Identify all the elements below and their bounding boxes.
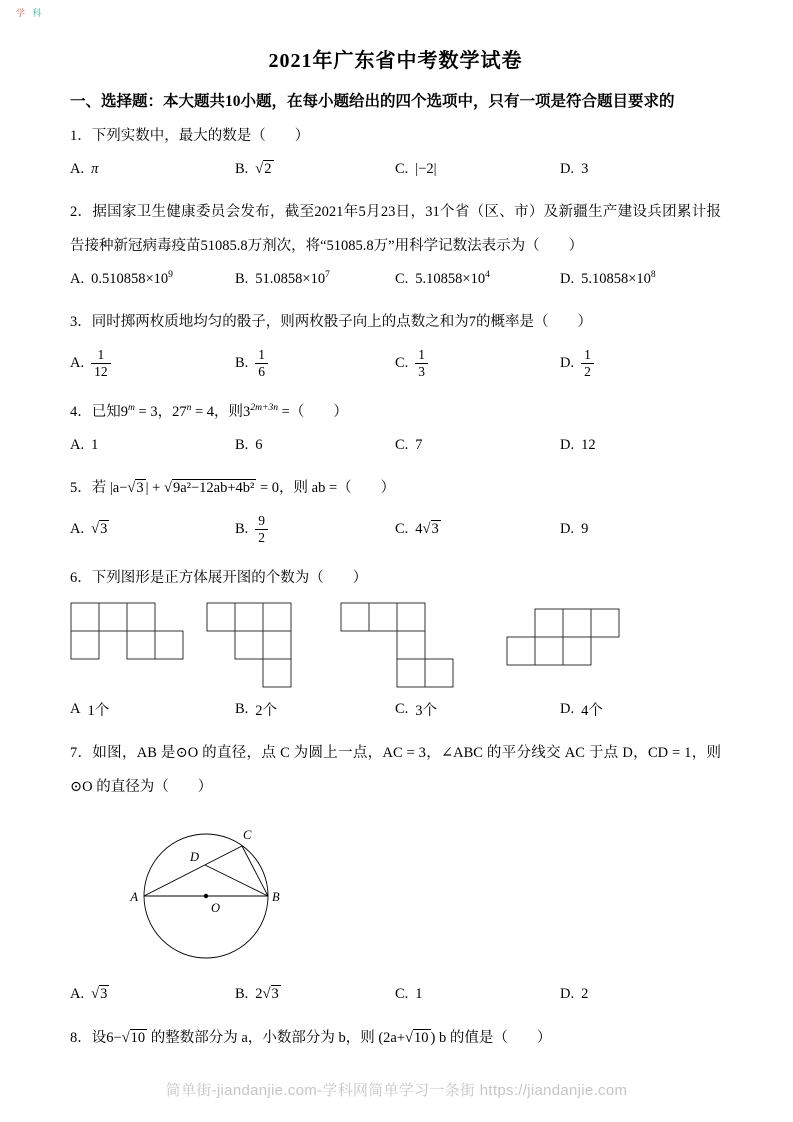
option-b (235, 699, 395, 720)
option-a (70, 161, 235, 178)
question-5-options (70, 511, 721, 547)
option-value: 6 (255, 436, 263, 453)
question-3-stem: 3．同时掷两枚质地均匀的骰子，则两枚骰子向上的点数之和为7的概率是（ ） (70, 314, 592, 331)
option-d (560, 986, 721, 1003)
option-label: B. (235, 986, 249, 1003)
option-d (560, 699, 721, 720)
fraction: $\frac{1}{12}$ (91, 347, 111, 379)
option-value: |−2| (415, 160, 437, 177)
option-d (560, 437, 721, 454)
option-a (70, 437, 235, 454)
center-dot (204, 893, 208, 897)
option-c (395, 521, 560, 538)
option-value: 2 (581, 986, 589, 1003)
option-value: $0.510858\times 10^9$ (91, 268, 173, 287)
watermark-mark-2: 科 (32, 8, 42, 18)
watermark-mark-1: 学 (16, 8, 26, 18)
option-label: A. (70, 436, 85, 453)
option-value: 1 (91, 436, 99, 453)
option-a (70, 268, 235, 288)
option-label: D. (560, 160, 575, 177)
option-value: 4 √ 3 (415, 521, 440, 538)
point-label-a: A (130, 889, 138, 904)
point-label-o: O (211, 900, 221, 915)
bisector-bd (205, 865, 268, 896)
sqrt-expression: √ 10 (405, 1029, 430, 1046)
option-c (395, 345, 560, 381)
question-3-options (70, 345, 721, 381)
cube-net-figure-4 (506, 608, 620, 666)
option-a (70, 345, 235, 381)
option-label: C. (395, 270, 409, 287)
option-label: D. (560, 520, 575, 537)
option-label: A (70, 701, 81, 717)
question-2 (70, 195, 721, 293)
page-footer: 简单街-jiandanjie.com-学科网简单学习一条街 https://jiandanjie.com (165, 1082, 628, 1099)
page-title: 2021年广东省中考数学试卷 (268, 50, 523, 72)
option-label: D. (560, 436, 575, 453)
sqrt-expression: √ 3 (127, 479, 145, 496)
option-label: B. (235, 354, 249, 371)
option-b (235, 161, 395, 178)
watermark-marks (16, 6, 42, 19)
option-d (560, 521, 721, 538)
option-a (70, 699, 235, 720)
circle-figure-wrap (96, 812, 721, 975)
sqrt-expression: √ 2 (255, 161, 273, 178)
option-b (235, 345, 395, 381)
option-a (70, 986, 235, 1003)
option-d (560, 268, 721, 288)
option-value: $5.10858\times 10^4$ (415, 268, 490, 287)
option-d (560, 161, 721, 178)
question-2-options (70, 265, 721, 293)
option-label: A. (70, 986, 85, 1003)
option-a (70, 521, 235, 538)
option-b (235, 268, 395, 288)
cube-net-figure-2 (206, 602, 292, 688)
question-7 (70, 736, 721, 1009)
option-label: A. (70, 354, 85, 371)
question-4 (70, 395, 721, 459)
section-header: 一、选择题：本大题共10小题，在每小题给出的四个选项中，只有一项是符合题目要求的 (70, 93, 675, 110)
question-8-stem: 8．设6− √ 10 的整数部分为 a，小数部分为 b，则 (2a+ √ 10 ) b 的值是（ ） (70, 1021, 721, 1055)
sqrt-expression: √ 10 (122, 1029, 147, 1046)
option-label: D. (560, 701, 575, 717)
option-label: B. (235, 270, 249, 287)
option-value: 2 √ 3 (255, 986, 280, 1003)
option-value: 4个 (581, 703, 603, 719)
option-c (395, 437, 560, 454)
option-value: 1个 (87, 703, 110, 719)
option-label: B. (235, 160, 249, 177)
sqrt-expression: √ 9a²−12ab+4b² (164, 479, 256, 496)
question-4-options (70, 431, 721, 459)
question-6-stem: 6．下列图形是正方体展开图的个数为（ ） (70, 570, 368, 587)
sqrt-expression: √ 3 (91, 521, 109, 538)
option-value: 9 (581, 520, 589, 537)
question-5 (70, 471, 721, 547)
option-value: 3 (581, 160, 589, 177)
option-value: 12 (581, 436, 596, 453)
point-label-b: B (272, 889, 280, 904)
question-4-stem: 4．已知$9^m = 3$，$27^n = 4$，则$3^{2m+3n}$ =（ ） (70, 402, 348, 421)
cube-net-figure-3 (340, 602, 454, 688)
option-label: C. (395, 986, 409, 1003)
option-label: C. (395, 354, 409, 371)
option-value: $51.0858\times 10^7$ (255, 268, 330, 287)
option-value: 3个 (415, 703, 438, 719)
option-value: 1 (415, 986, 423, 1003)
option-label: C. (395, 436, 409, 453)
option-label: D. (560, 270, 575, 287)
cube-net-figures (70, 602, 721, 688)
option-label: D. (560, 354, 575, 371)
chord-cb (242, 846, 268, 896)
question-6 (70, 561, 721, 723)
option-value: 2个 (255, 703, 278, 719)
option-label: A. (70, 520, 85, 537)
option-d (560, 345, 721, 381)
question-3 (70, 305, 721, 381)
option-label: A. (70, 270, 85, 287)
question-7-options (70, 981, 721, 1009)
option-label: B. (235, 520, 249, 537)
sqrt-expression: √ 3 (91, 986, 109, 1003)
option-c (395, 986, 560, 1003)
option-label: B. (235, 701, 249, 717)
question-2-stem: 2．据国家卫生健康委员会发布，截至2021年5月23日，31个省（区、市）及新疆生产建设兵团累计报告接种新冠病毒疫苗51085.8万剂次，将“51085.8万”用科学记数法表示为（ ） (70, 204, 721, 255)
option-label: D. (560, 986, 575, 1003)
question-5-stem: 5．若 |a− √ 3 | + √ 9a²−12ab+4b² = 0，则 ab =（ ） (70, 471, 721, 505)
option-label: C. (395, 160, 409, 177)
circle-figure (96, 812, 346, 970)
option-b (235, 511, 395, 547)
option-c (395, 699, 560, 720)
option-label: B. (235, 436, 249, 453)
point-label-d: D (189, 849, 199, 864)
question-1 (70, 119, 721, 183)
option-value: 7 (415, 436, 423, 453)
option-value: $5.10858\times 10^8$ (581, 268, 656, 287)
option-b (235, 986, 395, 1003)
option-c (395, 161, 560, 178)
fraction: $\frac{1}{3}$ (415, 347, 428, 379)
option-b (235, 437, 395, 454)
fraction: $\frac{1}{6}$ (255, 347, 268, 379)
question-8 (70, 1021, 721, 1055)
question-1-options (70, 155, 721, 183)
cube-net-figure-1 (70, 602, 184, 660)
question-6-options (70, 696, 721, 724)
option-label: C. (395, 520, 409, 537)
fraction: $\frac{1}{2}$ (581, 347, 594, 379)
question-1-stem: 1．下列实数中，最大的数是（ ） (70, 128, 310, 144)
point-label-c: C (243, 827, 252, 842)
question-7-stem: 7．如图，AB 是⊙O 的直径，点 C 为圆上一点，AC = 3，∠ABC 的平分线交 AC 于点 D，CD = 1，则⊙O 的直径为（ ） (70, 744, 721, 795)
option-label: C. (395, 701, 409, 717)
option-value: π (91, 160, 99, 177)
fraction: $\frac{9}{2}$ (255, 513, 268, 545)
option-label: A. (70, 160, 85, 177)
option-c (395, 268, 560, 288)
